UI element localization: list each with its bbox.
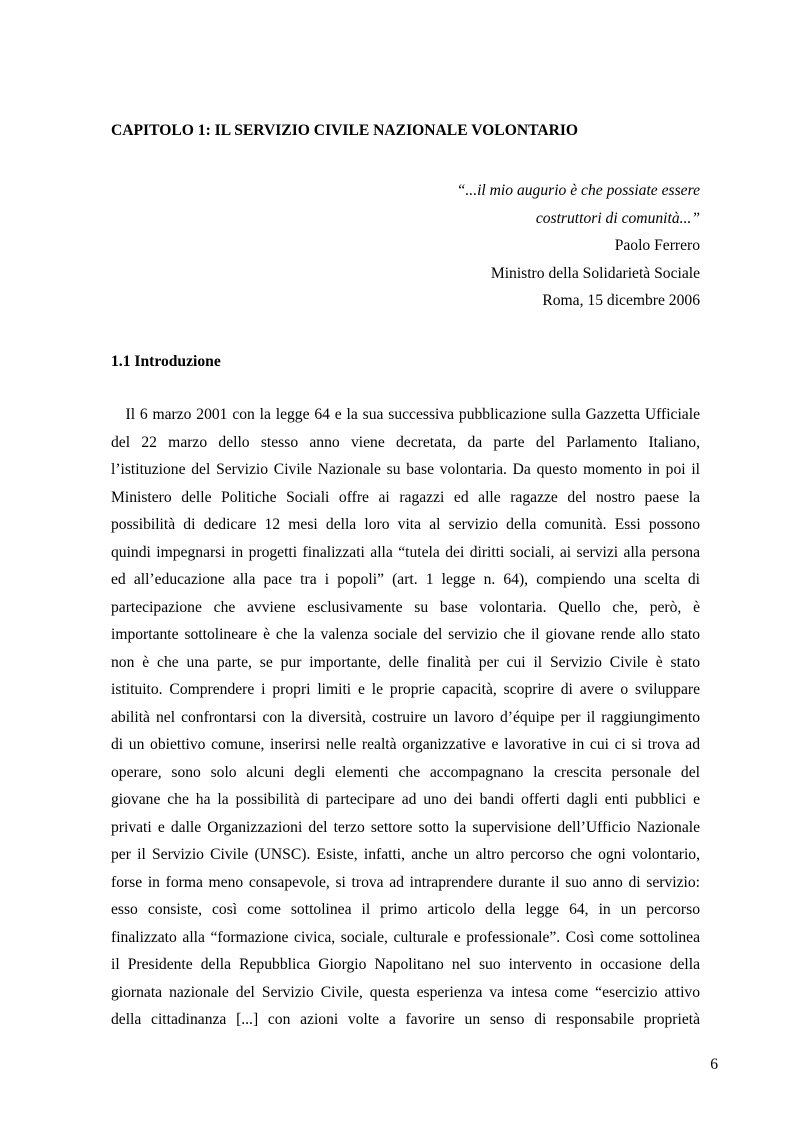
paragraph-line: forse in forma meno consapevole, si trova ad intraprendere durante il suo anno di servizio: (111, 873, 700, 891)
epigraph-quote-line-1: “...il mio augurio è che possiate essere (456, 182, 700, 199)
paragraph-line: l’istituzione del Servizio Civile Nazionale su base volontaria. Da questo momento in poi il (111, 461, 700, 478)
paragraph-line: quindi impegnarsi in progetti finalizzati alla “tutela dei diritti sociali, ai servizi alla persona (111, 543, 700, 561)
epigraph-place-date: Roma, 15 dicembre 2006 (542, 292, 700, 309)
paragraph-line: giornata nazionale del Servizio Civile, questa esperienza va intesa come “esercizio attivo (111, 983, 700, 1001)
paragraph-line: ed all’educazione alla pace tra i popoli” (art. 1 legge n. 64), compiendo una scelta di (111, 571, 700, 588)
paragraph-line: del 22 marzo dello stesso anno viene decretata, da parte del Parlamento Italiano, (111, 433, 700, 451)
paragraph-line: Ministero delle Politiche Sociali offre ai ragazzi ed alle ragazze del nostro paese la (111, 488, 700, 506)
epigraph-role: Ministro della Solidarietà Sociale (490, 264, 700, 282)
paragraph-line: esso consiste, così come sottolinea il primo articolo della legge 64, in un percorso (111, 901, 700, 918)
epigraph-quote-line-2: costruttori di comunità...” (535, 209, 700, 227)
paragraph-line: operare, sono solo alcuni degli elementi che accompagnano la crescita personale del (111, 763, 700, 781)
paragraph-line: il Presidente della Repubblica Giorgio Napolitano nel suo intervento in occasione della (111, 956, 700, 973)
paragraph-line: istituito. Comprendere i propri limiti e le proprie capacità, scoprire di avere o sviluppare (111, 681, 700, 698)
paragraph-line: non è che una parte, se pur importante, delle finalità per cui il Servizio Civile è stato (111, 653, 700, 671)
paragraph-line: possibilità di dedicare 12 mesi della loro vita al servizio della comunità. Essi possono (111, 516, 700, 533)
paragraph-line: della cittadinanza [...] con azioni volte a favorire un senso di responsabile proprietà (111, 1011, 700, 1028)
section-title: 1.1 Introduzione (111, 353, 221, 370)
paragraph-line: importante sottolineare è che la valenza sociale del servizio che il giovane rende allo stato (111, 626, 700, 643)
chapter-title: CAPITOLO 1: IL SERVIZIO CIVILE NAZIONALE VOLONTARIO (111, 122, 579, 139)
paragraph-line: abilità nel confrontarsi con la diversità, costruire un lavoro d’équipe per il raggiungimento (111, 708, 700, 726)
paragraph-line: privati e dalle Organizzazioni del terzo settore sotto la supervisione dell’Ufficio Nazionale (111, 818, 700, 836)
body-paragraph (111, 401, 700, 1034)
paragraph-line: partecipazione che avviene esclusivamente su base volontaria. Quello che, però, è (111, 598, 700, 616)
paragraph-line: finalizzato alla “formazione civica, sociale, culturale e professionale”. Così come sottolinea (111, 928, 700, 946)
paragraph-line: Il 6 marzo 2001 con la legge 64 e la sua successiva pubblicazione sulla Gazzetta Ufficiale (111, 406, 700, 423)
epigraph (457, 181, 700, 319)
page-number: 6 (710, 1056, 718, 1073)
epigraph-author: Paolo Ferrero (614, 237, 700, 254)
paragraph-line: giovane che ha la possibilità di partecipare ad uno dei bandi offerti dagli enti pubblici e (111, 791, 700, 808)
paragraph-line: per il Servizio Civile (UNSC). Esiste, infatti, anche un altro percorso che ogni volontario, (111, 846, 700, 863)
paragraph-line: di un obiettivo comune, inserirsi nelle realtà organizzative e lavorative in cui ci si trova ad (111, 736, 700, 753)
